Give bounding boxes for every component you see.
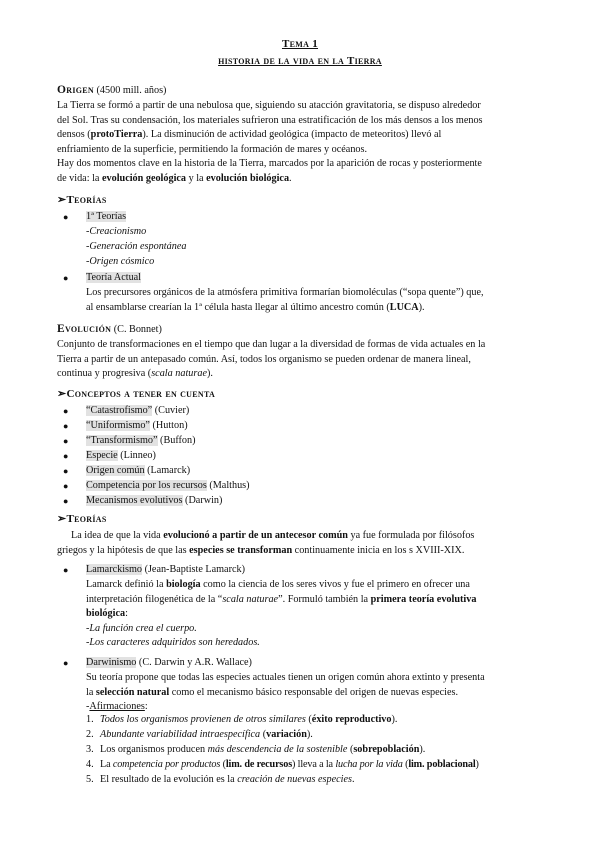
lamarck-text: Lamarck definió la biología como la ciencia de los seres vivos y fue el primero en ofrecer una interpretación filogenética de la “scala naturae”. Formuló también la primera teoría evolutiva biológica: -La función crea el cuerpo. -Los caracteres adquiridos son heredados. [86,579,477,649]
list-item: “Transformismo” (Buffon) [86,435,196,446]
list-item: Abundante variabilidad intraespecífica (variación). [100,729,313,740]
list-item: 1ª Teorías [86,211,127,222]
list-item: El resultado de la evolución es la creación de nuevas especies. [100,774,355,785]
list-number: 1. [86,714,94,725]
list-item: Todos los organismos provienen de otros similares (éxito reproductivo). [100,714,398,725]
bullet-icon: ● [63,212,69,222]
teorias-intro: La idea de que la vida evolucionó a partir de un antecesor común ya fue formulada por filósofos griegos y la hipótesis de que las especies se transforman continuamente inicia en los s XVIII-XIX. [57,530,475,556]
list-number: 3. [86,744,94,755]
list-subitem: -Origen cósmico [86,256,155,267]
list-item: La competencia por productos (lim. de recursos) lleva a la lucha por la vida (lim. poblacional) [100,759,479,770]
list-item: Mecanismos evolutivos (Darwin) [86,495,223,506]
list-number: 2. [86,729,94,740]
bullet-icon: ● [63,496,69,506]
list-number: 4. [86,759,94,770]
bullet-icon: ● [63,421,69,431]
bullet-icon: ● [63,273,69,283]
origen-paragraph: La Tierra se formó a partir de una nebulosa que, siguiendo su atacción gravitatoria, se dispuso alrededor del Sol. Tras su condensación, los materiales sufrieron una estratificación de los más densos a los menos densos (protoTierra). La disminución de actividad geológica (impacto de meteoritos) llevó al enfriamiento de la superficie, permitiendo la formación de mares y océanos. Hay dos momentos clave en la historia de la Tierra, marcados por la aparición de rocas y posteriormente de vida: la evolución geológica y la evolución biológica. [57,100,483,184]
evolucion-paragraph: Conjunto de transformaciones en el tiempo que dan lugar a la diversidad de formas de vida actuales en la Tierra a partir de un antepasado común. Así, todos los organismo se pueden ordenar de manera lineal, continua y progresiva (scala naturae). [57,339,486,380]
bullet-icon: ● [63,565,69,575]
bullet-icon: ● [63,658,69,668]
teorias-heading: ➢Teorías [57,513,107,525]
list-item: Lamarckismo (Jean-Baptiste Lamarck) [86,564,245,575]
list-item: Origen común (Lamarck) [86,465,191,476]
list-subitem: -Generación espontánea [86,241,187,252]
page-subtitle: historia de la vida en la Tierra [218,55,382,67]
list-item-text: Los precursores orgánicos de la atmósfera primitiva formarían biomoléculas (“sopa quente”) que, al ensamblarse crearían la 1ª célula hasta llegar al último ancestro común (LUCA). [86,287,484,313]
list-subitem: -Creacionismo [86,226,147,237]
bullet-icon: ● [63,406,69,416]
bullet-icon: ● [63,436,69,446]
list-item: Darwinismo (C. Darwin y A.R. Wallace) [86,657,252,668]
bullet-icon: ● [63,451,69,461]
list-item: “Catastrofismo” (Cuvier) [86,405,190,416]
bullet-icon: ● [63,466,69,476]
page-title: Tema 1 [281,38,319,50]
list-number: 5. [86,774,94,785]
evolucion-heading: Evolución (C. Bonnet) [57,323,162,335]
list-item: Teoría Actual [86,272,142,283]
origen-heading: Origen (4500 mill. años) [57,84,167,96]
list-item: “Uniformismo” (Hutton) [86,420,188,431]
darwin-text: Su teoría propone que todas las especies actuales tienen un origen común ahora extinto y presenta la selección natural como el mecanismo básico responsable del origen de nuevas especies. -Afirmaciones: [86,672,485,713]
list-item: Los organismos producen más descendencia de la sostenible (sobrepoblación). [100,744,426,755]
list-item: Competencia por los recursos (Malthus) [86,480,250,491]
teorias-heading: ➢Teorías [57,194,107,206]
list-item: Especie (Linneo) [86,450,156,461]
bullet-icon: ● [63,481,69,491]
conceptos-heading: ➢Conceptos a tener en cuenta [57,388,216,400]
